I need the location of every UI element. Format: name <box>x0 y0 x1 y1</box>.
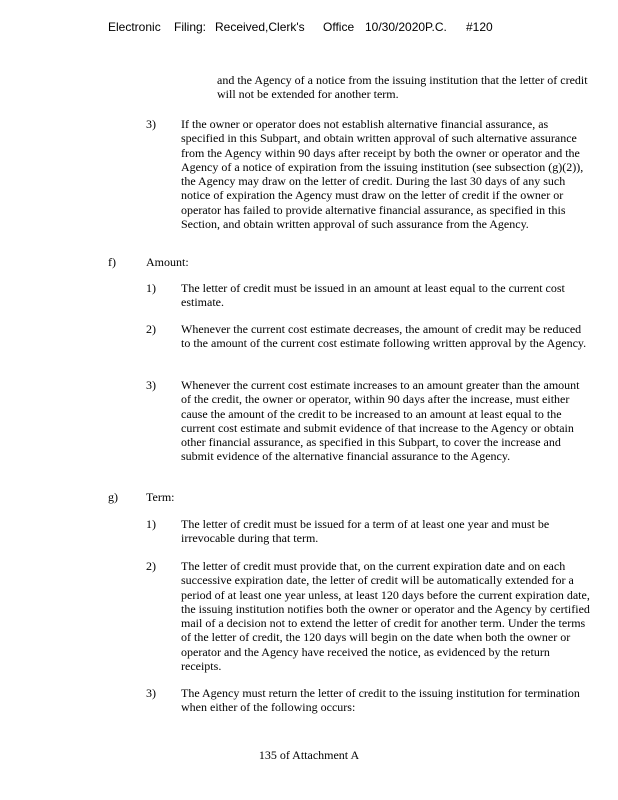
header-electronic: Electronic <box>108 20 161 34</box>
item-paragraph: The Agency must return the letter of credit to the issuing institution for termination when either of the following occurs: <box>181 686 580 715</box>
item-number: 1) <box>146 281 156 295</box>
continuation-paragraph: and the Agency of a notice from the issuing institution that the letter of credit will not be extended for another term. <box>217 73 588 102</box>
item-paragraph: The letter of credit must be issued in an amount at least equal to the current cost estimate. <box>181 281 565 310</box>
item-paragraph: If the owner or operator does not establish alternative financial assurance, as specified in this Subpart, and obtain written approval of such alternative assurance from the Agency within 90 days after receipt by both the owner or operator and the Agency of a notice of expiration from the issuing institution (see subsection (g)(2)), the Agency may draw on the letter of credit. During the last 30 days of any such notice of expiration the Agency must draw on the letter of credit if the owner or operator has failed to provide alternative financial assurance, as specified in this Section, and obtain written approval of such assurance from the Agency. <box>181 117 584 232</box>
item-number: 3) <box>146 686 156 700</box>
section-label-f: f) <box>108 255 116 269</box>
section-title-term: Term: <box>146 490 175 504</box>
header-filing: Filing: <box>174 20 207 34</box>
item-number: 1) <box>146 517 156 531</box>
section-title-amount: Amount: <box>146 255 189 269</box>
item-number: 2) <box>146 559 156 573</box>
header-number: #120 <box>466 20 493 34</box>
item-paragraph: The letter of credit must provide that, on the current expiration date and on each successive expiration date, the letter of credit will be automatically extended for a period of at least one year unless, at least 120 days before the current expiration date, the issuing institution notifies both the owner or operator and the Agency by certified mail of a decision not to extend the letter of credit for another term. Under the terms of the letter of credit, the 120 days will begin on the date when both the owner or operator and the Agency have received the notice, as evidenced by the return receipts. <box>181 559 590 674</box>
page-footer: 135 of Attachment A <box>258 748 360 762</box>
section-label-g: g) <box>108 490 118 504</box>
header-date: 10/30/2020P.C. <box>365 20 447 34</box>
header-office: Office <box>323 20 355 34</box>
item-paragraph: Whenever the current cost estimate increases to an amount greater than the amount of the credit, the owner or operator, within 90 days after the increase, must either cause the amount of the credit to be increased to an amount at least equal to the current cost estimate and submit evidence of that increase to the Agency or obtain other financial assurance, as specified in this Subpart, to cover the increase and submit evidence of the alternative financial assurance to the Agency. <box>181 378 580 464</box>
item-number: 2) <box>146 322 156 336</box>
item-number: 3) <box>146 378 156 392</box>
header-received: Received,Clerk's <box>215 20 305 34</box>
item-number: 3) <box>146 117 156 131</box>
item-paragraph: Whenever the current cost estimate decreases, the amount of credit may be reduced to the amount of the current cost estimate following written approval by the Agency. <box>181 322 587 351</box>
item-paragraph: The letter of credit must be issued for a term of at least one year and must be irrevocable during that term. <box>181 517 550 546</box>
